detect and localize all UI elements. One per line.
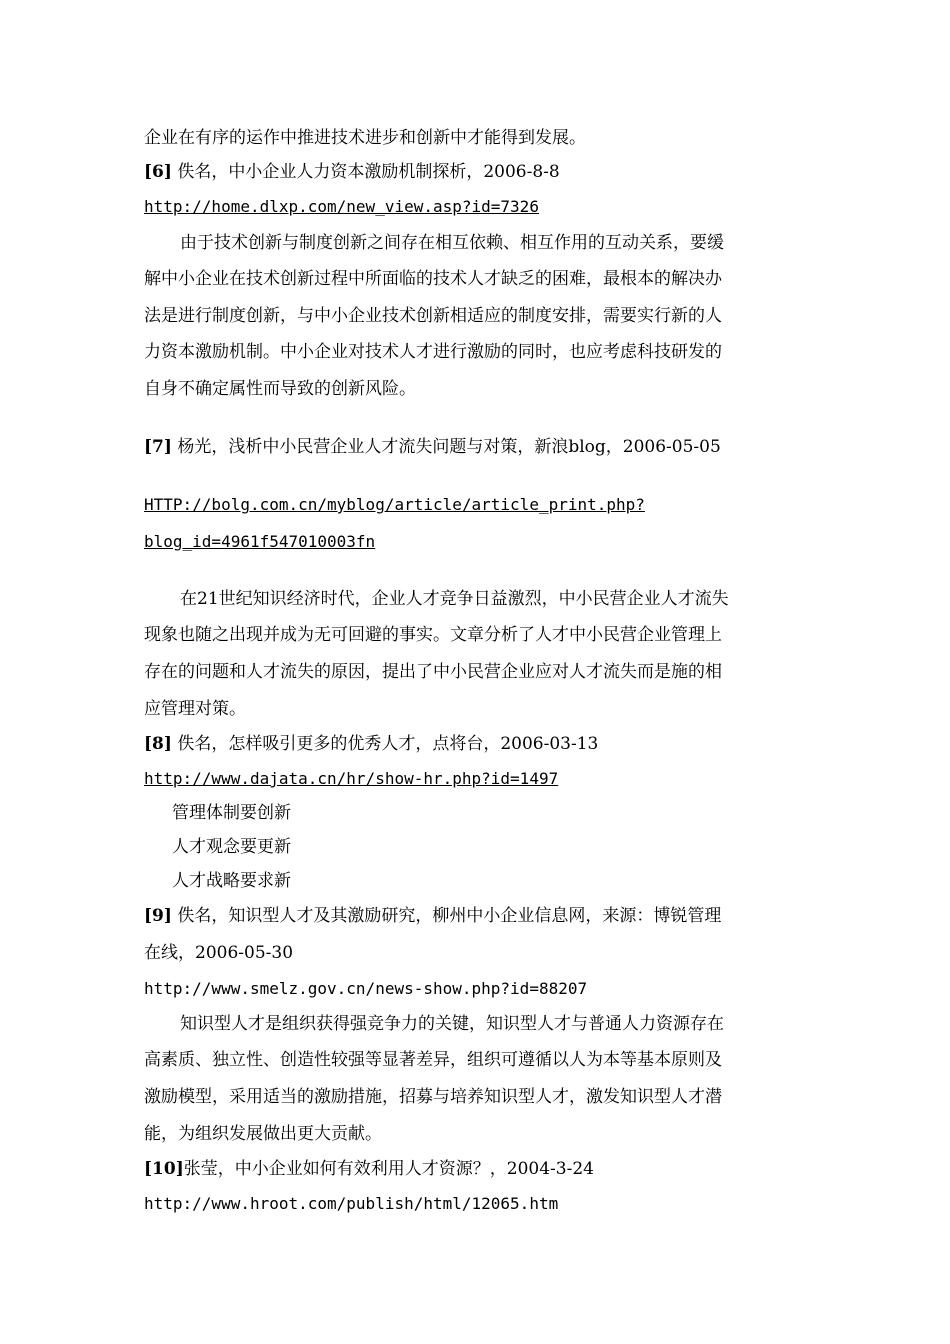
reference-text: 佚名，知识型人才及其激励研究，柳州中小企业信息网，来源：博锐管理 [171, 906, 722, 926]
reference-8-link[interactable]: http://www.dajata.cn/hr/show-hr.php?id=1497 [144, 769, 559, 788]
reference-7-link[interactable]: HTTP://bolg.com.cn/myblog/article/article_print.php? [144, 495, 645, 514]
paragraph-line: 解中小企业在技术创新过程中所面临的技术人才缺乏的困难，最根本的解决办 [144, 269, 722, 289]
paragraph-line: 能，为组织发展做出更大贡献。 [144, 1124, 382, 1144]
paragraph-line: 存在的问题和人才流失的原因，提出了中小民营企业应对人才流失而是施的相 [144, 662, 722, 682]
reference-9 [144, 904, 814, 928]
reference-7-link-cont[interactable]: blog_id=4961f547010003fn [144, 532, 376, 551]
reference-number: [6] [144, 162, 172, 182]
paragraph-line: 现象也随之出现并成为无可回避的事实。文章分析了人才中小民营企业管理上 [144, 625, 722, 645]
reference-number: [7] [144, 437, 172, 457]
reference-8 [144, 732, 814, 756]
list-item: 管理体制要创新 [172, 803, 291, 823]
list-item: 人才战略要求新 [172, 871, 291, 891]
paragraph-line: 企业在有序的运作中推进技术进步和创新中才能得到发展。 [144, 128, 586, 148]
reference-9-url: http://www.smelz.gov.cn/news-show.php?id=88207 [144, 979, 588, 998]
reference-9-cont: 在线，2006-05-30 [144, 943, 294, 963]
reference-10-url: http://www.hroot.com/publish/html/12065.htm [144, 1194, 559, 1213]
list-item: 人才观念要更新 [172, 837, 291, 857]
paragraph-line: 自身不确定属性而导致的创新风险。 [144, 379, 416, 399]
paragraph-line: 激励模型，采用适当的激励措施，招募与培养知识型人才，激发知识型人才潜 [144, 1087, 722, 1107]
reference-6 [144, 160, 814, 184]
reference-6-link[interactable]: http://home.dlxp.com/new_view.asp?id=7326 [144, 197, 539, 216]
reference-text: 杨光，浅析中小民营企业人才流失问题与对策，新浪blog，2006-05-05 [171, 437, 721, 457]
reference-10 [144, 1157, 814, 1181]
reference-number: [10] [144, 1159, 184, 1179]
reference-7 [144, 435, 814, 459]
paragraph-line: 在21世纪知识经济时代，企业人才竞争日益激烈，中小民营企业人才流失 [180, 589, 729, 609]
reference-number: [9] [144, 906, 172, 926]
paragraph-line: 力资本激励机制。中小企业对技术人才进行激励的同时，也应考虑科技研发的 [144, 342, 722, 362]
reference-text: 佚名，中小企业人力资本激励机制探析，2006-8-8 [171, 162, 560, 182]
reference-text: 张莹，中小企业如何有效利用人才资源？，2004-3-24 [183, 1159, 594, 1179]
paragraph-line: 高素质、独立性、创造性较强等显著差异，组织可遵循以人为本等基本原则及 [144, 1050, 722, 1070]
reference-text: 佚名，怎样吸引更多的优秀人才，点将台，2006-03-13 [171, 734, 599, 754]
paragraph-line: 法是进行制度创新，与中小企业技术创新相适应的制度安排，需要实行新的人 [144, 306, 722, 326]
paragraph-line: 由于技术创新与制度创新之间存在相互依赖、相互作用的互动关系，要缓 [180, 233, 724, 253]
paragraph-line: 应管理对策。 [144, 699, 246, 719]
paragraph-line: 知识型人才是组织获得强竞争力的关键，知识型人才与普通人力资源存在 [180, 1014, 724, 1034]
reference-number: [8] [144, 734, 172, 754]
